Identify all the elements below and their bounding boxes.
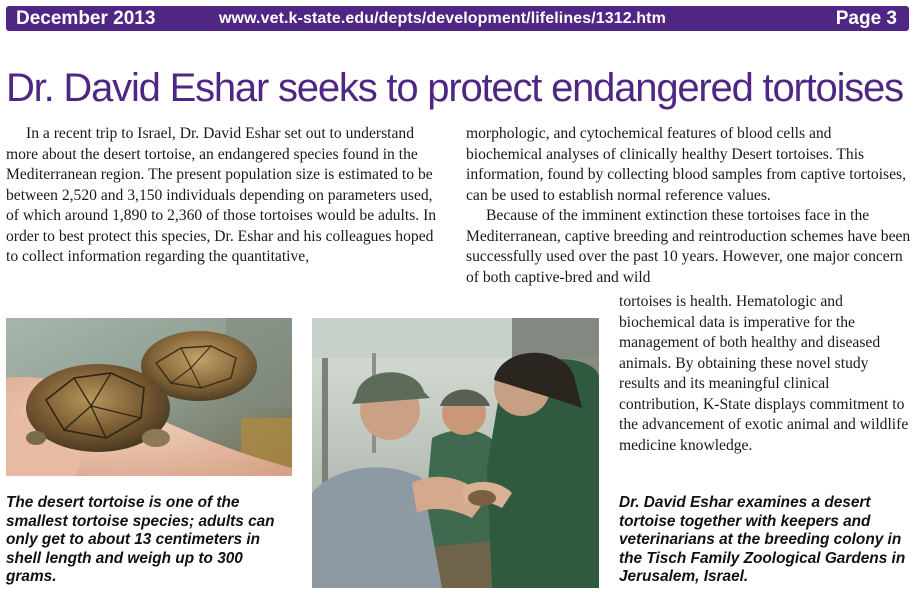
article-paragraph-intro: In a recent trip to Israel, Dr. David Eshar set out to understand more about the desert tortoise, an endangered species found in the Mediterranean region. The present population size is estimated to be between 2,520 and 3,150 individuals depending on parameters used, of which around 1,890 to 2,360 of those tortoises would be adults. In order to best protect this species, Dr. Eshar and his colleagues hoped to collect information regarding the quantitative, — [6, 125, 437, 265]
article-column-left — [6, 124, 442, 268]
article-paragraph-continuation: morphologic, and cytochemical features of blood cells and biochemical analyses of clinically healthy Desert tortoises. This information, found by collecting blood samples from captive tortoises, can be used to establish normal reference values. — [466, 125, 906, 204]
page-url-link[interactable]: www.vet.k-state.edu/depts/development/lifelines/1312.htm — [219, 10, 666, 27]
tortoise-photo — [6, 318, 292, 476]
examination-photo-caption: Dr. David Eshar examines a desert tortoise together with keepers and veterinarians at the breeding colony in the Tisch Family Zoological Gardens in Jerusalem, Israel. — [619, 494, 906, 585]
examination-photo — [312, 318, 599, 588]
article-column-right-wrap — [619, 292, 911, 456]
header-bar — [6, 6, 909, 31]
issue-date: December 2013 — [16, 8, 156, 29]
article-column-right — [466, 124, 911, 288]
examination-photo-image — [312, 318, 599, 588]
article-paragraph-extinction: Because of the imminent extinction these tortoises face in the Mediterranean, captive breeding and reintroduction schemes have been successfully used over the past 10 years. However, one major concern of both captive-bred and wild — [466, 207, 911, 286]
article-paragraph-health: tortoises is health. Hematologic and biochemical data is imperative for the management of both healthy and diseased animals. By obtaining these novel study results and its meaningful clinical contribution, K-State displays commitment to the advancement of exotic animal and wildlife medicine knowledge. — [619, 293, 909, 454]
tortoise-photo-caption: The desert tortoise is one of the smallest tortoise species; adults can only get to about 13 centimeters in shell length and weigh up to 300 grams. — [6, 494, 275, 585]
tortoise-photo-image — [6, 318, 292, 476]
page-number: Page 3 — [835, 8, 897, 29]
article-headline: Dr. David Eshar seeks to protect endangered tortoises — [6, 66, 903, 110]
